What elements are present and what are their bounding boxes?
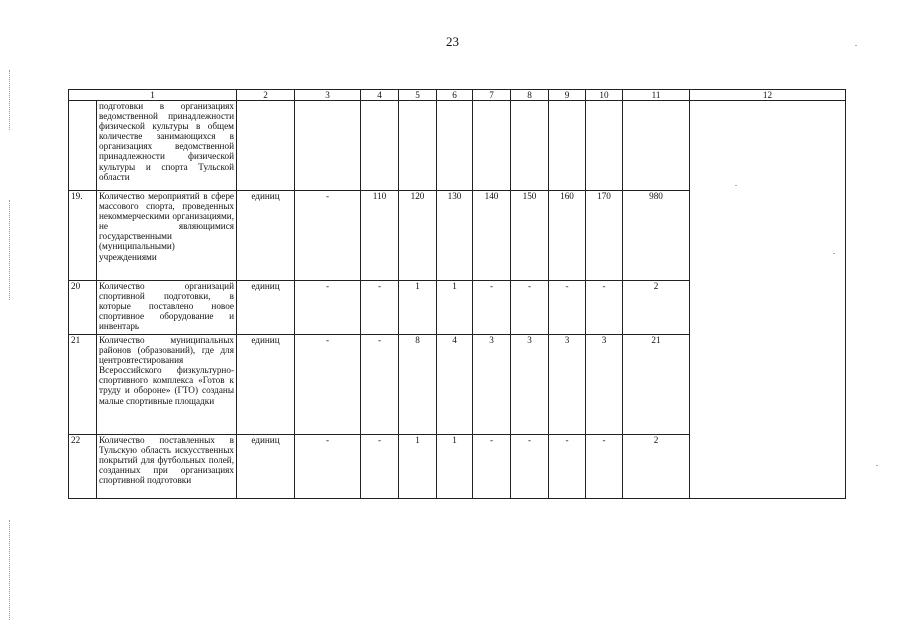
- value-cell: [473, 101, 511, 191]
- value-cell: 980: [623, 191, 690, 281]
- column-header: 3: [295, 90, 361, 101]
- value-cell: [399, 101, 437, 191]
- value-cell: -: [295, 335, 361, 435]
- column-header: 11: [623, 90, 690, 101]
- value-cell: [586, 101, 623, 191]
- row-number: [69, 101, 97, 191]
- unit-cell: единиц: [237, 335, 295, 435]
- value-cell: 110: [361, 191, 399, 281]
- value-cell: -: [295, 281, 361, 335]
- value-cell: -: [511, 281, 549, 335]
- unit-cell: единиц: [237, 281, 295, 335]
- value-cell: 3: [511, 335, 549, 435]
- binding-margin-marks: [9, 200, 11, 300]
- value-cell: 1: [437, 435, 473, 499]
- indicator-name: Количество организаций спортивной подготовки, в которые поставлено новое спортивное оборудование и инвентарь: [97, 281, 237, 335]
- indicator-name: подготовки в организациях ведомственной принадлежности физической культуры в общем количестве занимающихся в организациях ведомственной принадлежности физической культуры и спорта Тульской области: [97, 101, 237, 191]
- row-number: 19.: [69, 191, 97, 281]
- row-number: 22: [69, 435, 97, 499]
- row-number: 20: [69, 281, 97, 335]
- value-cell: [511, 101, 549, 191]
- value-cell: -: [473, 281, 511, 335]
- column-12-cell: [690, 101, 846, 499]
- unit-cell: единиц: [237, 435, 295, 499]
- value-cell: [549, 101, 586, 191]
- value-cell: 2: [623, 435, 690, 499]
- value-cell: -: [473, 435, 511, 499]
- value-cell: -: [549, 281, 586, 335]
- column-header: 10: [586, 90, 623, 101]
- value-cell: 130: [437, 191, 473, 281]
- value-cell: 3: [473, 335, 511, 435]
- value-cell: 8: [399, 335, 437, 435]
- column-header: 5: [399, 90, 437, 101]
- table-row: [69, 101, 846, 191]
- column-header: 8: [511, 90, 549, 101]
- indicator-name: Количество поставленных в Тульскую область искусственных покрытий для футбольных полей, созданных при организациях спортивной подготовки: [97, 435, 237, 499]
- indicator-name: Количество мероприятий в сфере массового спорта, проведенных некоммерческими организациями, не являющимися государственными (муниципальными) учреждениями: [97, 191, 237, 281]
- binding-margin-marks: [9, 70, 11, 130]
- row-number: 21: [69, 335, 97, 435]
- unit-cell: [237, 101, 295, 191]
- value-cell: -: [295, 435, 361, 499]
- value-cell: 3: [549, 335, 586, 435]
- value-cell: [361, 101, 399, 191]
- value-cell: -: [586, 435, 623, 499]
- value-cell: -: [361, 435, 399, 499]
- table-header-row: [69, 90, 846, 101]
- column-header: 4: [361, 90, 399, 101]
- value-cell: -: [549, 435, 586, 499]
- indicators-table: [68, 89, 846, 499]
- value-cell: 1: [437, 281, 473, 335]
- column-header: 12: [690, 90, 846, 101]
- value-cell: -: [511, 435, 549, 499]
- page-number: 23: [446, 34, 459, 49]
- value-cell: [623, 101, 690, 191]
- unit-cell: единиц: [237, 191, 295, 281]
- value-cell: [295, 101, 361, 191]
- column-header: 1: [69, 90, 237, 101]
- value-cell: 140: [473, 191, 511, 281]
- value-cell: 150: [511, 191, 549, 281]
- value-cell: -: [586, 281, 623, 335]
- binding-margin-marks: [9, 520, 11, 620]
- value-cell: 1: [399, 435, 437, 499]
- scan-speck: [876, 465, 878, 466]
- value-cell: -: [361, 281, 399, 335]
- indicator-name: Количество муниципальных районов (образований), где для центровтестирования Всероссийского физкультурно-спортивного комплекса «Готов к труду и обороне» (ГТО) созданы малые спортивные площадки: [97, 335, 237, 435]
- value-cell: [437, 101, 473, 191]
- value-cell: 21: [623, 335, 690, 435]
- column-header: 2: [237, 90, 295, 101]
- column-header: 7: [473, 90, 511, 101]
- value-cell: 2: [623, 281, 690, 335]
- value-cell: 160: [549, 191, 586, 281]
- value-cell: -: [361, 335, 399, 435]
- value-cell: 1: [399, 281, 437, 335]
- value-cell: 3: [586, 335, 623, 435]
- value-cell: -: [295, 191, 361, 281]
- value-cell: 4: [437, 335, 473, 435]
- column-header: 6: [437, 90, 473, 101]
- column-header: 9: [549, 90, 586, 101]
- value-cell: 120: [399, 191, 437, 281]
- value-cell: 170: [586, 191, 623, 281]
